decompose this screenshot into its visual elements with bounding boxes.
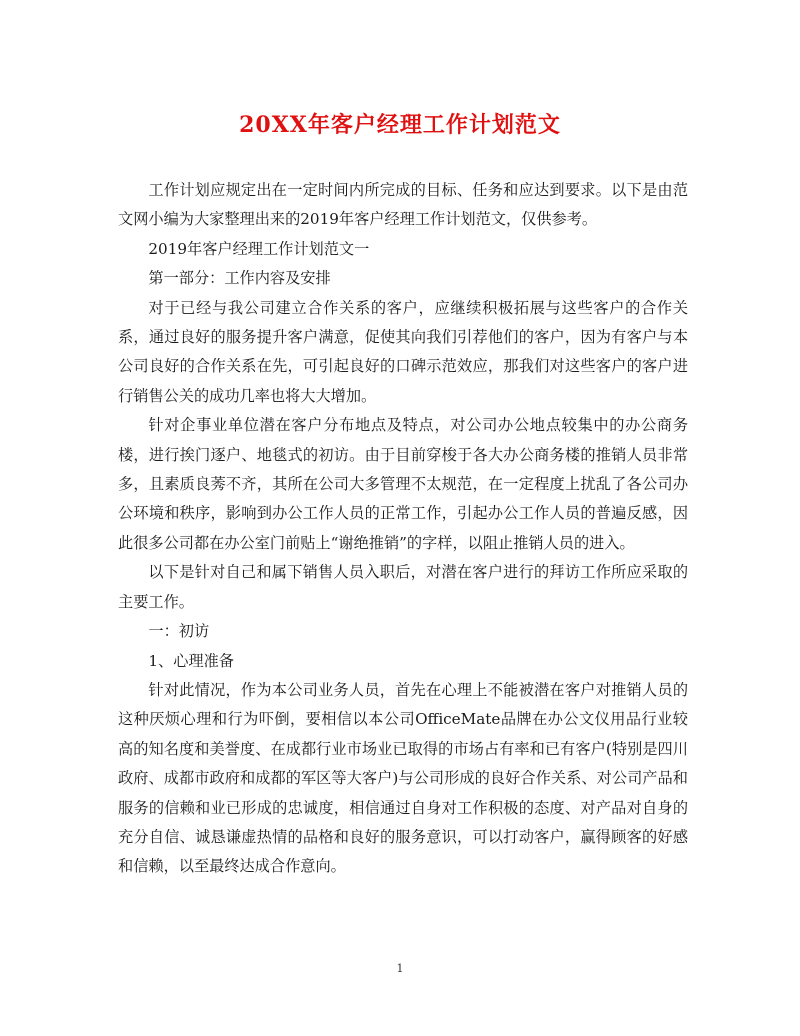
- paragraph-existing-clients: 对于已经与我公司建立合作关系的客户，应继续积极拓展与这些客户的合作关系，通过良好的服务提升客户满意，促使其向我们引荐他们的客户，因为有客户与本公司良好的合作关系在先，可引起良好的口碑示范效应，那我们对这些客户的客户进行销售公关的成功几率也将大大增加。: [118, 298, 688, 405]
- paragraph-section-heading: 第一部分：工作内容及安排: [148, 269, 331, 288]
- document-body: [118, 176, 688, 882]
- paragraph-mental-prep: 1、心理准备: [148, 651, 234, 670]
- paragraph-intro: 工作计划应规定出在一定时间内所完成的目标、任务和应达到要求。以下是由范文网小编为大家整理出来的2019年客户经理工作计划范文，仅供参考。: [118, 181, 688, 229]
- paragraph-main-work: 以下是针对自己和属下销售人员入职后，对潜在客户进行的拜访工作所应采取的主要工作。: [118, 563, 688, 611]
- page-number: 1: [396, 962, 404, 975]
- paragraph-mental-prep-detail: 针对此情况，作为本公司业务人员，首先在心理上不能被潜在客户对推销人员的这种厌烦心理和行为吓倒，要相信以本公司OfficeMate品牌在办公文仪用品行业较高的知名度和美誉度、在成都行业市场业已取得的市场占有率和已有客户(特别是四川政府、成都市政府和成都的军区等大客户)与公司形成的良好合作关系、对公司产品和服务的信赖和业已形成的忠诚度，相信通过自身对工作积极的态度、对产品对自身的充分自信、诚恳谦虚热情的品格和良好的服务意识，可以打动客户，赢得顾客的好感和信赖，以至最终达成合作意向。: [118, 680, 688, 876]
- document-title: 20XX年客户经理工作计划范文: [239, 112, 561, 138]
- paragraph-potential-clients: 针对企事业单位潜在客户分布地点及特点，对公司办公地点较集中的办公商务楼，进行挨门逐户、地毯式的初访。由于目前穿梭于各大办公商务楼的推销人员非常多，且素质良莠不齐，其所在公司大多管理不太规范，在一定程度上扰乱了各公司办公环境和秩序，影响到办公工作人员的正常工作，引起办公工作人员的普遍反感，因此很多公司都在办公室门前贴上“谢绝推销”的字样，以阻止推销人员的进入。: [118, 416, 688, 552]
- paragraph-subtitle: 2019年客户经理工作计划范文一: [148, 239, 370, 258]
- paragraph-first-visit: 一：初访: [148, 622, 210, 641]
